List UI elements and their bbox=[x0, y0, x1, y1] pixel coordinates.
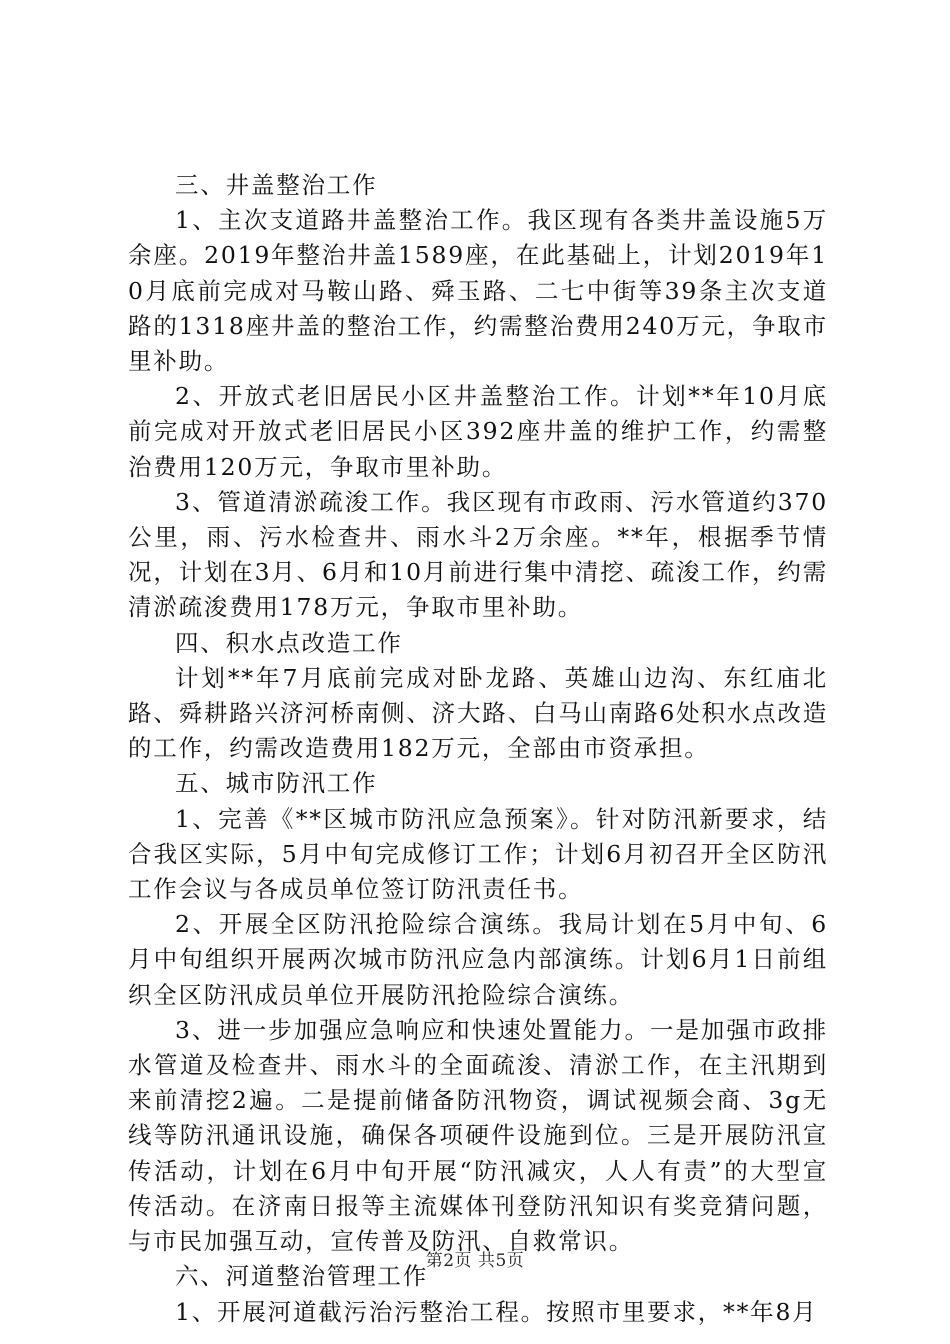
section-heading-manhole: 三、井盖整治工作 bbox=[175, 171, 378, 199]
paragraph-emergency-plan: 1、完善《**区城市防汛应急预案》。针对防汛新要求，结合我区实际，5月中旬完成修订工作；计划6月初召开全区防汛工作会议与各成员单位签订防汛责任书。 bbox=[128, 804, 828, 904]
section-heading-waterlogging: 四、积水点改造工作 bbox=[175, 628, 403, 657]
paragraph-river-sewage: 1、开展河道截污治污整治工程。按照市里要求，**年8月 bbox=[175, 1297, 818, 1326]
paragraph-pipe-dredging: 3、管道清淤疏浚工作。我区现有市政雨、污水管道约370公里，雨、污水检查井、雨水斗2万余座。**年，根据季节情况，计划在3月、6月和10月前进行集中清挖、疏浚工作，约需清淤疏浚费用178万元，争取市里补助。 bbox=[128, 487, 828, 622]
paragraph-main-road-manholes: 1、主次支道路井盖整治工作。我区现有各类井盖设施5万余座。2019年整治井盖1589座，在此基础上，计划2019年10月底前完成对马鞍山路、舜玉路、二七中街等39条主次支道路的1318座井盖的整治工作，约需整治费用240万元，争取市里补助。 bbox=[128, 206, 828, 376]
section-heading-river-management: 六、河道整治管理工作 bbox=[175, 1262, 428, 1291]
page-footer: 第2页 共5页 bbox=[425, 1251, 525, 1271]
paragraph-old-residential-manholes: 2、开放式老旧居民小区井盖整治工作。计划**年10月底前完成对开放式老旧居民小区392座井盖的维护工作，约需整治费用120万元，争取市里补助。 bbox=[128, 382, 828, 481]
section-heading-flood-control: 五、城市防汛工作 bbox=[175, 769, 378, 798]
paragraph-waterlogging-plan: 计划**年7月底前完成对卧龙路、英雄山边沟、东红庙北路、舜耕路兴济河桥南侧、济大路、白马山南路6处积水点改造的工作，约需改造费用182万元，全部由市资承担。 bbox=[128, 663, 828, 763]
paragraph-flood-drill: 2、开展全区防汛抢险综合演练。我局计划在5月中旬、6月中旬组织开展两次城市防汛应急内部演练。计划6月1日前组织全区防汛成员单位开展防汛抢险综合演练。 bbox=[128, 910, 828, 1009]
document-body bbox=[128, 168, 828, 1330]
paragraph-emergency-response: 3、进一步加强应急响应和快速处置能力。一是加强市政排水管道及检查井、雨水斗的全面疏浚、清淤工作，在主汛期到来前清挖2遍。二是提前储备防汛物资，调试视频会商、3g无线等防汛通讯设施，确保各项硬件设施到位。三是开展防汛宣传活动，计划在6月中旬开展“防汛减灾，人人有责”的大型宣传活动。在济南日报等主流媒体刊登防汛知识有奖竞猜问题，与市民加强互动，宣传普及防汛、自救常识。 bbox=[128, 1015, 828, 1256]
